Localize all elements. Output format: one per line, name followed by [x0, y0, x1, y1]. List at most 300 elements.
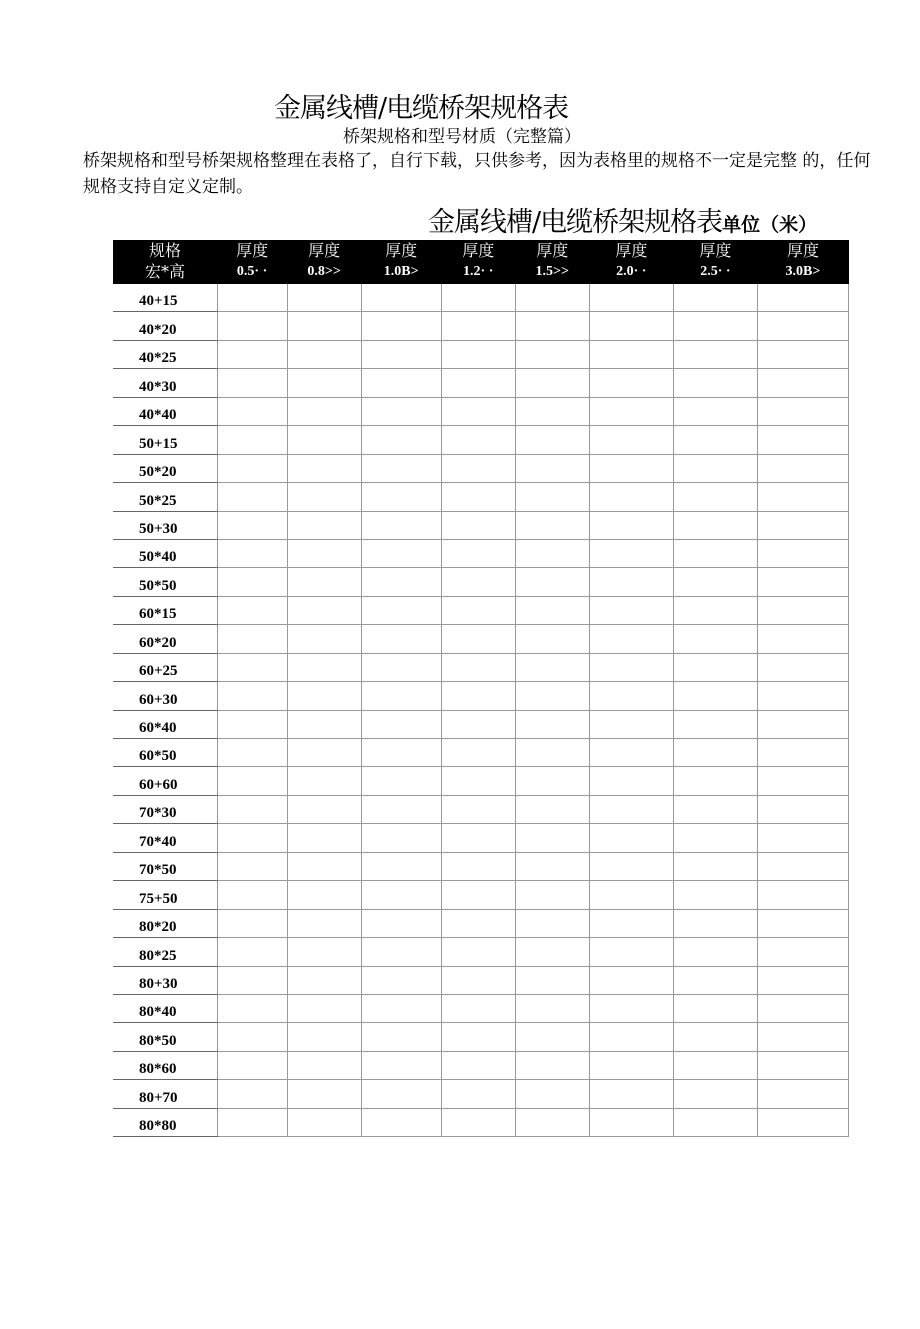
value-cell[interactable]	[757, 795, 848, 823]
value-cell[interactable]	[217, 539, 287, 567]
value-cell[interactable]	[757, 1023, 848, 1051]
value-cell[interactable]	[589, 369, 673, 397]
value-cell[interactable]	[589, 994, 673, 1022]
value-cell[interactable]	[589, 682, 673, 710]
value-cell[interactable]	[757, 966, 848, 994]
value-cell[interactable]	[589, 284, 673, 312]
value-cell[interactable]	[217, 682, 287, 710]
value-cell[interactable]	[217, 426, 287, 454]
value-cell[interactable]	[217, 625, 287, 653]
value-cell[interactable]	[361, 397, 441, 425]
value-cell[interactable]	[441, 397, 515, 425]
value-cell[interactable]	[515, 739, 589, 767]
value-cell[interactable]	[589, 710, 673, 738]
spec-label: 50*50	[113, 568, 217, 596]
value-cell[interactable]	[515, 426, 589, 454]
header-top: 厚度	[615, 241, 648, 260]
value-cell[interactable]	[361, 426, 441, 454]
value-cell[interactable]	[673, 568, 757, 596]
value-cell[interactable]	[361, 1080, 441, 1108]
value-cell[interactable]	[217, 852, 287, 880]
table-row	[113, 483, 849, 511]
value-cell[interactable]	[673, 625, 757, 653]
value-cell[interactable]	[673, 710, 757, 738]
value-cell[interactable]	[757, 852, 848, 880]
value-cell[interactable]	[217, 397, 287, 425]
value-cell[interactable]	[673, 852, 757, 880]
value-cell[interactable]	[441, 938, 515, 966]
value-cell[interactable]	[441, 852, 515, 880]
spec-label: 70*40	[113, 824, 217, 852]
value-cell[interactable]	[673, 938, 757, 966]
value-cell[interactable]	[441, 682, 515, 710]
value-cell[interactable]	[287, 909, 361, 937]
value-cell[interactable]	[515, 1108, 589, 1136]
value-cell[interactable]	[361, 739, 441, 767]
value-cell[interactable]	[217, 340, 287, 368]
value-cell[interactable]	[287, 938, 361, 966]
value-cell[interactable]	[673, 1051, 757, 1079]
value-cell[interactable]	[589, 909, 673, 937]
spec-label: 75+50	[113, 881, 217, 909]
value-cell[interactable]	[287, 852, 361, 880]
value-cell[interactable]	[673, 994, 757, 1022]
value-cell[interactable]	[589, 767, 673, 795]
value-cell[interactable]	[361, 653, 441, 681]
value-cell[interactable]	[589, 1023, 673, 1051]
table-title	[428, 200, 817, 239]
value-cell[interactable]	[441, 568, 515, 596]
value-cell[interactable]	[673, 426, 757, 454]
value-cell[interactable]	[589, 795, 673, 823]
value-cell[interactable]	[217, 653, 287, 681]
spec-label: 80*50	[113, 1023, 217, 1051]
table-row	[113, 710, 849, 738]
value-cell[interactable]	[217, 994, 287, 1022]
value-cell[interactable]	[441, 340, 515, 368]
value-cell[interactable]	[757, 739, 848, 767]
value-cell[interactable]	[757, 767, 848, 795]
value-cell[interactable]	[589, 539, 673, 567]
value-cell[interactable]	[589, 1080, 673, 1108]
value-cell[interactable]	[217, 739, 287, 767]
value-cell[interactable]	[441, 739, 515, 767]
spec-label: 60+30	[113, 682, 217, 710]
value-cell[interactable]	[515, 483, 589, 511]
value-cell[interactable]	[515, 682, 589, 710]
value-cell[interactable]	[673, 909, 757, 937]
value-cell[interactable]	[361, 340, 441, 368]
value-cell[interactable]	[757, 994, 848, 1022]
value-cell[interactable]	[441, 483, 515, 511]
spec-label: 60*15	[113, 596, 217, 624]
value-cell[interactable]	[757, 909, 848, 937]
value-cell[interactable]	[757, 369, 848, 397]
value-cell[interactable]	[217, 909, 287, 937]
value-cell[interactable]	[441, 454, 515, 482]
intro-paragraph: 桥架规格和型号桥架规格整理在表格了，自行下载，只供参考，因为表格里的规格不一定是完整 的，任何规格支持自定义定制。	[83, 151, 871, 197]
value-cell[interactable]	[589, 966, 673, 994]
value-cell[interactable]	[361, 795, 441, 823]
table-row	[113, 596, 849, 624]
value-cell[interactable]	[515, 852, 589, 880]
spec-label: 80+30	[113, 966, 217, 994]
value-cell[interactable]	[217, 1108, 287, 1136]
table-row	[113, 369, 849, 397]
value-cell[interactable]	[441, 596, 515, 624]
value-cell[interactable]	[441, 1051, 515, 1079]
value-cell[interactable]	[217, 881, 287, 909]
value-cell[interactable]	[757, 397, 848, 425]
value-cell[interactable]	[515, 1023, 589, 1051]
table-title-text: 金属线槽/电缆桥架规格表	[428, 207, 723, 238]
value-cell[interactable]	[515, 710, 589, 738]
value-cell[interactable]	[361, 767, 441, 795]
value-cell[interactable]	[361, 1023, 441, 1051]
value-cell[interactable]	[757, 1080, 848, 1108]
value-cell[interactable]	[515, 881, 589, 909]
value-cell[interactable]	[589, 653, 673, 681]
value-cell[interactable]	[441, 653, 515, 681]
value-cell[interactable]	[287, 454, 361, 482]
value-cell[interactable]	[361, 824, 441, 852]
value-cell[interactable]	[757, 938, 848, 966]
value-cell[interactable]	[589, 852, 673, 880]
value-cell[interactable]	[217, 369, 287, 397]
spec-label: 80*40	[113, 994, 217, 1022]
value-cell[interactable]	[287, 739, 361, 767]
spec-label: 80*20	[113, 909, 217, 937]
spec-label: 40*25	[113, 340, 217, 368]
value-cell[interactable]	[589, 397, 673, 425]
table-row	[113, 340, 849, 368]
spec-table	[113, 240, 849, 1137]
value-cell[interactable]	[287, 539, 361, 567]
value-cell[interactable]	[441, 369, 515, 397]
spec-label: 40*30	[113, 369, 217, 397]
value-cell[interactable]	[673, 397, 757, 425]
value-cell[interactable]	[217, 795, 287, 823]
table-row	[113, 1051, 849, 1079]
value-cell[interactable]	[757, 284, 848, 312]
value-cell[interactable]	[589, 454, 673, 482]
value-cell[interactable]	[361, 938, 441, 966]
value-cell[interactable]	[673, 1080, 757, 1108]
value-cell[interactable]	[515, 625, 589, 653]
value-cell[interactable]	[361, 312, 441, 340]
table-row	[113, 767, 849, 795]
table-row	[113, 426, 849, 454]
value-cell[interactable]	[287, 340, 361, 368]
value-cell[interactable]	[515, 596, 589, 624]
value-cell[interactable]	[217, 767, 287, 795]
header-bottom: 0.8>>	[307, 264, 341, 279]
value-cell[interactable]	[287, 1051, 361, 1079]
value-cell[interactable]	[441, 539, 515, 567]
value-cell[interactable]	[515, 539, 589, 567]
value-cell[interactable]	[287, 795, 361, 823]
table-row	[113, 824, 849, 852]
value-cell[interactable]	[515, 312, 589, 340]
value-cell[interactable]	[441, 966, 515, 994]
value-cell[interactable]	[589, 511, 673, 539]
value-cell[interactable]	[441, 909, 515, 937]
value-cell[interactable]	[757, 653, 848, 681]
spec-label: 60+25	[113, 653, 217, 681]
value-cell[interactable]	[515, 1080, 589, 1108]
value-cell[interactable]	[361, 1108, 441, 1136]
value-cell[interactable]	[287, 1023, 361, 1051]
value-cell[interactable]	[589, 1051, 673, 1079]
value-cell[interactable]	[589, 938, 673, 966]
value-cell[interactable]	[757, 596, 848, 624]
value-cell[interactable]	[287, 881, 361, 909]
value-cell[interactable]	[441, 767, 515, 795]
value-cell[interactable]	[287, 511, 361, 539]
value-cell[interactable]	[673, 340, 757, 368]
value-cell[interactable]	[589, 426, 673, 454]
value-cell[interactable]	[361, 539, 441, 567]
value-cell[interactable]	[673, 1023, 757, 1051]
value-cell[interactable]	[361, 454, 441, 482]
value-cell[interactable]	[441, 710, 515, 738]
table-row	[113, 852, 849, 880]
header-top: 厚度	[308, 241, 341, 260]
value-cell[interactable]	[441, 1080, 515, 1108]
value-cell[interactable]	[757, 454, 848, 482]
header-cell	[673, 240, 757, 284]
value-cell[interactable]	[441, 625, 515, 653]
value-cell[interactable]	[673, 1108, 757, 1136]
spec-label: 80*25	[113, 938, 217, 966]
value-cell[interactable]	[441, 824, 515, 852]
table-row	[113, 881, 849, 909]
header-bottom: 3.0B>	[785, 264, 821, 279]
value-cell[interactable]	[757, 710, 848, 738]
value-cell[interactable]	[361, 881, 441, 909]
value-cell[interactable]	[441, 426, 515, 454]
value-cell[interactable]	[673, 369, 757, 397]
header-cell	[515, 240, 589, 284]
value-cell[interactable]	[287, 710, 361, 738]
value-cell[interactable]	[673, 312, 757, 340]
value-cell[interactable]	[757, 881, 848, 909]
value-cell[interactable]	[589, 568, 673, 596]
value-cell[interactable]	[361, 994, 441, 1022]
value-cell[interactable]	[361, 966, 441, 994]
value-cell[interactable]	[217, 454, 287, 482]
value-cell[interactable]	[757, 426, 848, 454]
value-cell[interactable]	[217, 284, 287, 312]
value-cell[interactable]	[287, 824, 361, 852]
value-cell[interactable]	[757, 539, 848, 567]
value-cell[interactable]	[217, 710, 287, 738]
value-cell[interactable]	[361, 568, 441, 596]
value-cell[interactable]	[589, 824, 673, 852]
table-row	[113, 1108, 849, 1136]
value-cell[interactable]	[217, 824, 287, 852]
value-cell[interactable]	[361, 483, 441, 511]
value-cell[interactable]	[441, 284, 515, 312]
table-row	[113, 739, 849, 767]
value-cell[interactable]	[757, 625, 848, 653]
value-cell[interactable]	[757, 511, 848, 539]
spec-label: 50*25	[113, 483, 217, 511]
value-cell[interactable]	[287, 568, 361, 596]
value-cell[interactable]	[515, 568, 589, 596]
value-cell[interactable]	[217, 1051, 287, 1079]
value-cell[interactable]	[515, 1051, 589, 1079]
value-cell[interactable]	[287, 483, 361, 511]
header-cell	[217, 240, 287, 284]
value-cell[interactable]	[361, 511, 441, 539]
value-cell[interactable]	[217, 1080, 287, 1108]
value-cell[interactable]	[287, 625, 361, 653]
value-cell[interactable]	[441, 511, 515, 539]
value-cell[interactable]	[515, 284, 589, 312]
value-cell[interactable]	[673, 824, 757, 852]
spec-label: 50*40	[113, 539, 217, 567]
value-cell[interactable]	[287, 966, 361, 994]
value-cell[interactable]	[441, 994, 515, 1022]
value-cell[interactable]	[361, 909, 441, 937]
table-row	[113, 1023, 849, 1051]
value-cell[interactable]	[673, 653, 757, 681]
value-cell[interactable]	[673, 483, 757, 511]
value-cell[interactable]	[287, 1080, 361, 1108]
value-cell[interactable]	[757, 1108, 848, 1136]
value-cell[interactable]	[589, 1108, 673, 1136]
value-cell[interactable]	[589, 625, 673, 653]
value-cell[interactable]	[515, 824, 589, 852]
value-cell[interactable]	[589, 596, 673, 624]
value-cell[interactable]	[589, 739, 673, 767]
value-cell[interactable]	[757, 340, 848, 368]
value-cell[interactable]	[673, 511, 757, 539]
value-cell[interactable]	[287, 596, 361, 624]
value-cell[interactable]	[217, 966, 287, 994]
value-cell[interactable]	[361, 369, 441, 397]
header-cell	[361, 240, 441, 284]
value-cell[interactable]	[589, 881, 673, 909]
value-cell[interactable]	[757, 824, 848, 852]
value-cell[interactable]	[673, 966, 757, 994]
table-row	[113, 568, 849, 596]
value-cell[interactable]	[287, 653, 361, 681]
unit-label: 单位（米）	[722, 214, 818, 236]
spec-label: 40*40	[113, 397, 217, 425]
value-cell[interactable]	[441, 795, 515, 823]
value-cell[interactable]	[441, 1108, 515, 1136]
header-top: 厚度	[786, 241, 819, 260]
value-cell[interactable]	[589, 340, 673, 368]
value-cell[interactable]	[673, 596, 757, 624]
value-cell[interactable]	[287, 284, 361, 312]
value-cell[interactable]	[361, 625, 441, 653]
value-cell[interactable]	[361, 284, 441, 312]
value-cell[interactable]	[589, 312, 673, 340]
table-row	[113, 1080, 849, 1108]
value-cell[interactable]	[673, 454, 757, 482]
value-cell[interactable]	[757, 312, 848, 340]
value-cell[interactable]	[441, 881, 515, 909]
table-row	[113, 966, 849, 994]
value-cell[interactable]	[515, 795, 589, 823]
value-cell[interactable]	[515, 397, 589, 425]
value-cell[interactable]	[589, 483, 673, 511]
value-cell[interactable]	[361, 852, 441, 880]
value-cell[interactable]	[217, 511, 287, 539]
spec-label: 80*60	[113, 1051, 217, 1079]
value-cell[interactable]	[757, 483, 848, 511]
value-cell[interactable]	[673, 795, 757, 823]
value-cell[interactable]	[515, 909, 589, 937]
value-cell[interactable]	[515, 369, 589, 397]
value-cell[interactable]	[217, 483, 287, 511]
spec-label: 60*20	[113, 625, 217, 653]
value-cell[interactable]	[217, 568, 287, 596]
table-row	[113, 284, 849, 312]
header-bottom: 1.2· ·	[463, 264, 494, 279]
value-cell[interactable]	[515, 767, 589, 795]
value-cell[interactable]	[361, 596, 441, 624]
value-cell[interactable]	[287, 312, 361, 340]
value-cell[interactable]	[361, 682, 441, 710]
table-row	[113, 397, 849, 425]
value-cell[interactable]	[217, 596, 287, 624]
value-cell[interactable]	[287, 767, 361, 795]
value-cell[interactable]	[515, 938, 589, 966]
document-title: 金属线槽/电缆桥架规格表	[274, 93, 569, 124]
value-cell[interactable]	[515, 511, 589, 539]
spec-label: 70*30	[113, 795, 217, 823]
value-cell[interactable]	[287, 397, 361, 425]
value-cell[interactable]	[287, 994, 361, 1022]
value-cell[interactable]	[515, 994, 589, 1022]
value-cell[interactable]	[673, 881, 757, 909]
value-cell[interactable]	[217, 312, 287, 340]
value-cell[interactable]	[673, 767, 757, 795]
spec-label: 60*40	[113, 710, 217, 738]
value-cell[interactable]	[287, 369, 361, 397]
value-cell[interactable]	[673, 284, 757, 312]
value-cell[interactable]	[217, 1023, 287, 1051]
value-cell[interactable]	[361, 710, 441, 738]
value-cell[interactable]	[287, 1108, 361, 1136]
spec-label: 60+60	[113, 767, 217, 795]
value-cell[interactable]	[441, 312, 515, 340]
value-cell[interactable]	[441, 1023, 515, 1051]
value-cell[interactable]	[673, 739, 757, 767]
value-cell[interactable]	[217, 938, 287, 966]
table-row	[113, 625, 849, 653]
header-cell	[441, 240, 515, 284]
value-cell[interactable]	[515, 966, 589, 994]
value-cell[interactable]	[673, 539, 757, 567]
value-cell[interactable]	[757, 682, 848, 710]
value-cell[interactable]	[757, 568, 848, 596]
value-cell[interactable]	[515, 340, 589, 368]
value-cell[interactable]	[515, 653, 589, 681]
value-cell[interactable]	[287, 426, 361, 454]
table-row	[113, 795, 849, 823]
value-cell[interactable]	[515, 454, 589, 482]
value-cell[interactable]	[673, 682, 757, 710]
value-cell[interactable]	[287, 682, 361, 710]
value-cell[interactable]	[361, 1051, 441, 1079]
spec-label: 50+15	[113, 426, 217, 454]
value-cell[interactable]	[757, 1051, 848, 1079]
